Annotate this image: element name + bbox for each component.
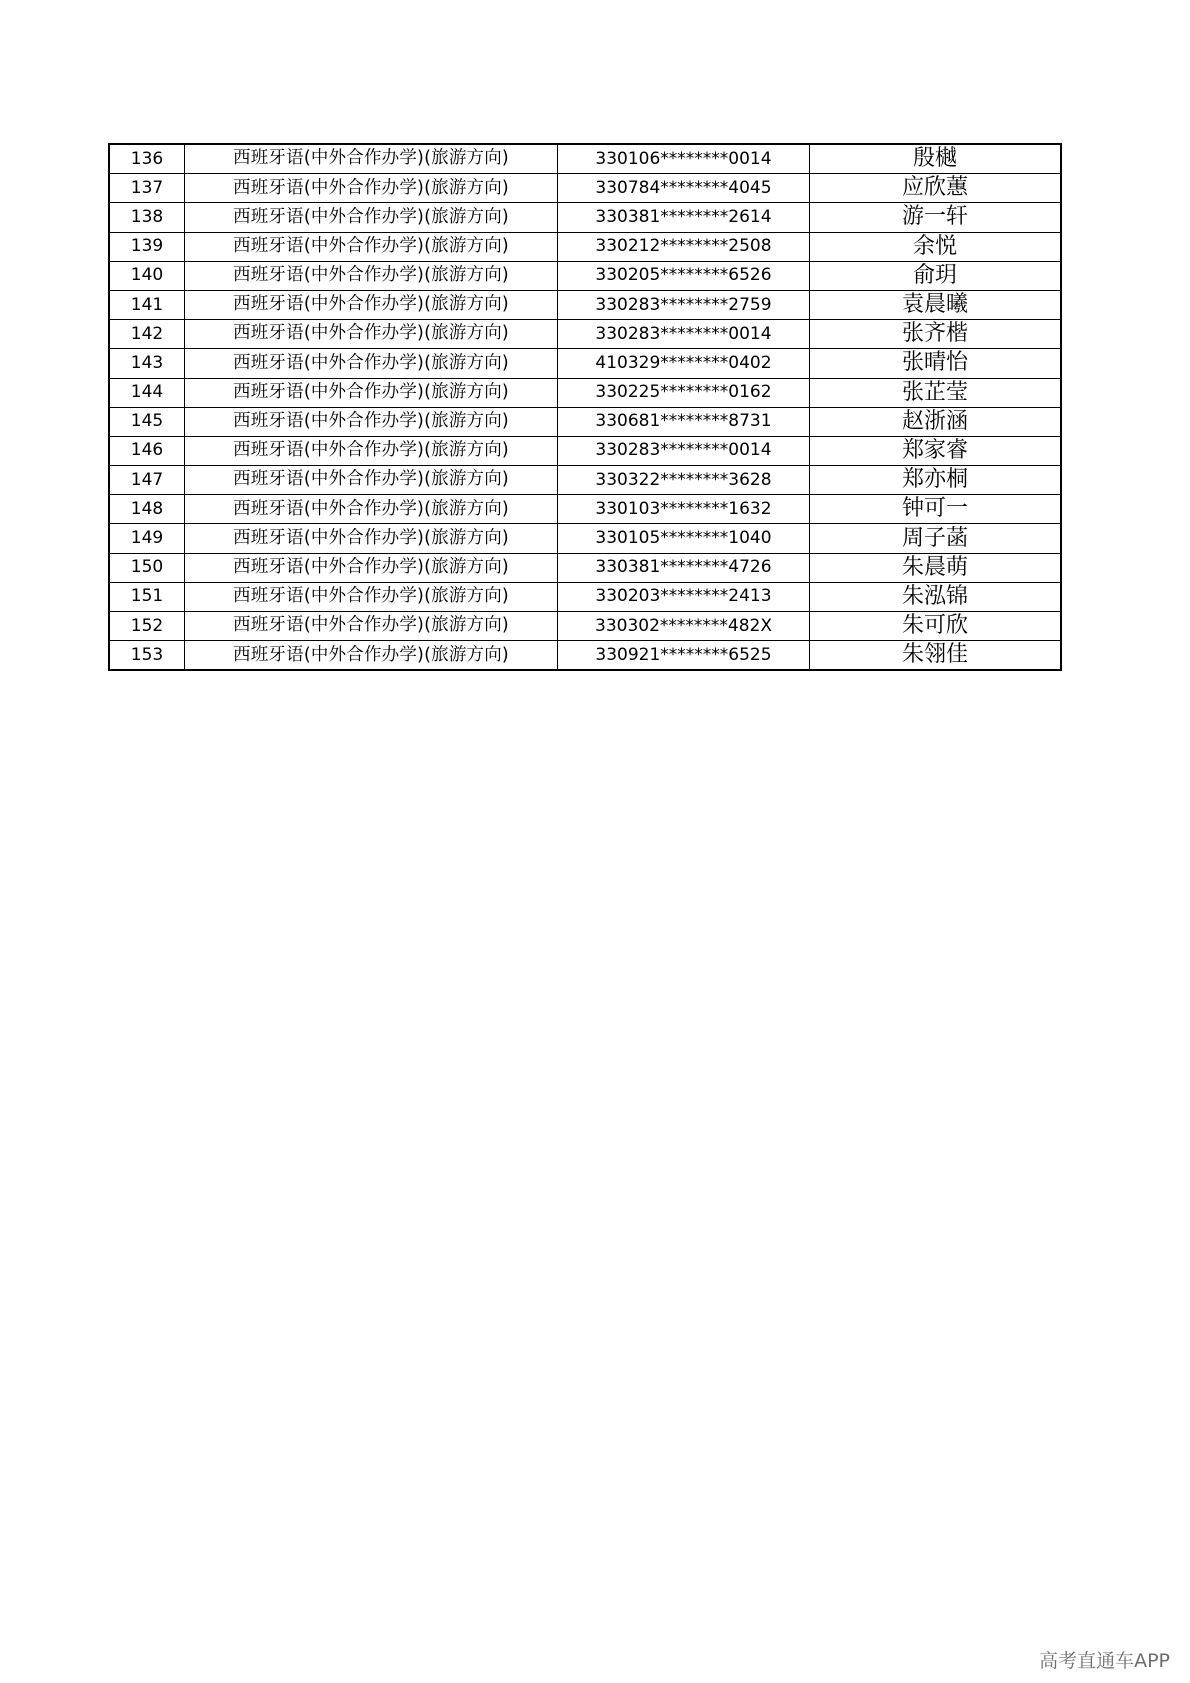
id-number-cell: 330105********1040 bbox=[558, 524, 810, 553]
row-number-cell: 146 bbox=[109, 436, 185, 465]
id-number-cell: 330302********482X bbox=[558, 612, 810, 641]
student-name-cell: 殷樾 bbox=[810, 144, 1062, 174]
student-name-cell: 郑家睿 bbox=[810, 436, 1062, 465]
table-row bbox=[109, 436, 1061, 465]
student-name-cell: 俞玥 bbox=[810, 261, 1062, 290]
major-cell: 西班牙语(中外合作办学)(旅游方向) bbox=[185, 203, 558, 232]
student-name-cell: 钟可一 bbox=[810, 495, 1062, 524]
table-row bbox=[109, 261, 1061, 290]
row-number-cell: 150 bbox=[109, 553, 185, 582]
table-row bbox=[109, 232, 1061, 261]
row-number-cell: 137 bbox=[109, 174, 185, 203]
major-cell: 西班牙语(中外合作办学)(旅游方向) bbox=[185, 378, 558, 407]
id-number-cell: 330225********0162 bbox=[558, 378, 810, 407]
major-cell: 西班牙语(中外合作办学)(旅游方向) bbox=[185, 174, 558, 203]
row-number-cell: 138 bbox=[109, 203, 185, 232]
student-name-cell: 郑亦桐 bbox=[810, 466, 1062, 495]
id-number-cell: 410329********0402 bbox=[558, 349, 810, 378]
major-cell: 西班牙语(中外合作办学)(旅游方向) bbox=[185, 436, 558, 465]
row-number-cell: 144 bbox=[109, 378, 185, 407]
row-number-cell: 142 bbox=[109, 320, 185, 349]
major-cell: 西班牙语(中外合作办学)(旅游方向) bbox=[185, 524, 558, 553]
table-row bbox=[109, 320, 1061, 349]
student-name-cell: 朱泓锦 bbox=[810, 582, 1062, 611]
row-number-cell: 151 bbox=[109, 582, 185, 611]
row-number-cell: 145 bbox=[109, 407, 185, 436]
major-cell: 西班牙语(中外合作办学)(旅游方向) bbox=[185, 232, 558, 261]
table-row bbox=[109, 349, 1061, 378]
row-number-cell: 139 bbox=[109, 232, 185, 261]
id-number-cell: 330322********3628 bbox=[558, 466, 810, 495]
student-name-cell: 周子菡 bbox=[810, 524, 1062, 553]
major-cell: 西班牙语(中外合作办学)(旅游方向) bbox=[185, 290, 558, 319]
row-number-cell: 149 bbox=[109, 524, 185, 553]
student-name-cell: 朱翎佳 bbox=[810, 641, 1062, 671]
major-cell: 西班牙语(中外合作办学)(旅游方向) bbox=[185, 641, 558, 671]
row-number-cell: 147 bbox=[109, 466, 185, 495]
row-number-cell: 148 bbox=[109, 495, 185, 524]
major-cell: 西班牙语(中外合作办学)(旅游方向) bbox=[185, 495, 558, 524]
row-number-cell: 140 bbox=[109, 261, 185, 290]
row-number-cell: 152 bbox=[109, 612, 185, 641]
id-number-cell: 330681********8731 bbox=[558, 407, 810, 436]
id-number-cell: 330283********2759 bbox=[558, 290, 810, 319]
id-number-cell: 330381********2614 bbox=[558, 203, 810, 232]
id-number-cell: 330205********6526 bbox=[558, 261, 810, 290]
id-number-cell: 330381********4726 bbox=[558, 553, 810, 582]
row-number-cell: 141 bbox=[109, 290, 185, 319]
major-cell: 西班牙语(中外合作办学)(旅游方向) bbox=[185, 582, 558, 611]
table-row bbox=[109, 290, 1061, 319]
student-name-cell: 朱可欣 bbox=[810, 612, 1062, 641]
id-number-cell: 330784********4045 bbox=[558, 174, 810, 203]
table-row bbox=[109, 524, 1061, 553]
student-name-cell: 张晴怡 bbox=[810, 349, 1062, 378]
row-number-cell: 143 bbox=[109, 349, 185, 378]
table-row bbox=[109, 174, 1061, 203]
row-number-cell: 153 bbox=[109, 641, 185, 671]
id-number-cell: 330283********0014 bbox=[558, 436, 810, 465]
major-cell: 西班牙语(中外合作办学)(旅游方向) bbox=[185, 261, 558, 290]
watermark-text: 高考直通车APP bbox=[1039, 1650, 1170, 1672]
table-row bbox=[109, 553, 1061, 582]
student-name-cell: 应欣蕙 bbox=[810, 174, 1062, 203]
table-row bbox=[109, 203, 1061, 232]
table-body bbox=[109, 144, 1061, 670]
table-row bbox=[109, 407, 1061, 436]
major-cell: 西班牙语(中外合作办学)(旅游方向) bbox=[185, 320, 558, 349]
id-number-cell: 330103********1632 bbox=[558, 495, 810, 524]
table-row bbox=[109, 641, 1061, 671]
major-cell: 西班牙语(中外合作办学)(旅游方向) bbox=[185, 466, 558, 495]
table-row bbox=[109, 378, 1061, 407]
table-row bbox=[109, 466, 1061, 495]
admission-list-table bbox=[108, 143, 1062, 671]
student-name-cell: 张芷莹 bbox=[810, 378, 1062, 407]
table-row bbox=[109, 144, 1061, 174]
student-name-cell: 赵浙涵 bbox=[810, 407, 1062, 436]
student-name-cell: 游一轩 bbox=[810, 203, 1062, 232]
table-row bbox=[109, 495, 1061, 524]
id-number-cell: 330283********0014 bbox=[558, 320, 810, 349]
student-name-cell: 袁晨曦 bbox=[810, 290, 1062, 319]
major-cell: 西班牙语(中外合作办学)(旅游方向) bbox=[185, 349, 558, 378]
id-number-cell: 330212********2508 bbox=[558, 232, 810, 261]
major-cell: 西班牙语(中外合作办学)(旅游方向) bbox=[185, 612, 558, 641]
id-number-cell: 330921********6525 bbox=[558, 641, 810, 671]
major-cell: 西班牙语(中外合作办学)(旅游方向) bbox=[185, 144, 558, 174]
student-name-cell: 张齐楷 bbox=[810, 320, 1062, 349]
table-row bbox=[109, 582, 1061, 611]
student-name-cell: 朱晨萌 bbox=[810, 553, 1062, 582]
id-number-cell: 330203********2413 bbox=[558, 582, 810, 611]
student-name-cell: 余悦 bbox=[810, 232, 1062, 261]
id-number-cell: 330106********0014 bbox=[558, 144, 810, 174]
row-number-cell: 136 bbox=[109, 144, 185, 174]
major-cell: 西班牙语(中外合作办学)(旅游方向) bbox=[185, 553, 558, 582]
table-row bbox=[109, 612, 1061, 641]
major-cell: 西班牙语(中外合作办学)(旅游方向) bbox=[185, 407, 558, 436]
